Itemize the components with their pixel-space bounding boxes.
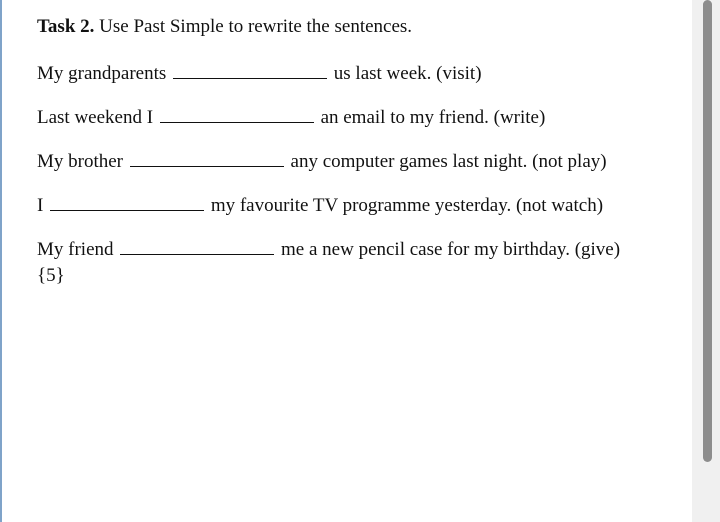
sentence-2-blank (160, 105, 314, 123)
scrollbar-thumb[interactable] (703, 0, 712, 462)
marks-total: {5} (37, 265, 65, 286)
sentence-5-blank (120, 237, 274, 255)
sentence-2-end: an email to my friend. (write) (320, 107, 546, 128)
sentence-2-start: Last weekend I (37, 107, 154, 128)
sentence-3-blank (130, 149, 284, 167)
sentence-1-blank (173, 61, 327, 79)
sentence-3-end: any computer games last night. (not play) (290, 151, 607, 172)
sentence-5 (37, 237, 620, 261)
sentence-1-start: My grandparents (37, 63, 167, 84)
sentence-4-start: I (37, 195, 44, 216)
page-left-border (0, 0, 2, 522)
sentence-4-end: my favourite TV programme yesterday. (not watch) (210, 195, 604, 216)
sentence-4 (37, 193, 603, 217)
task-heading (37, 16, 412, 38)
task-instruction: Use Past Simple to rewrite the sentences. (99, 16, 413, 37)
sentence-5-end: me a new pencil case for my birthday. (give) (281, 239, 621, 260)
sentence-5-start: My friend (37, 239, 114, 260)
sentence-1-end: us last week. (visit) (333, 63, 482, 84)
sentence-2 (37, 105, 545, 129)
task-label: Task 2. (37, 16, 95, 37)
sentence-4-blank (50, 193, 204, 211)
sentence-1 (37, 61, 482, 85)
sentence-3-start: My brother (37, 151, 124, 172)
sentence-3 (37, 149, 607, 173)
